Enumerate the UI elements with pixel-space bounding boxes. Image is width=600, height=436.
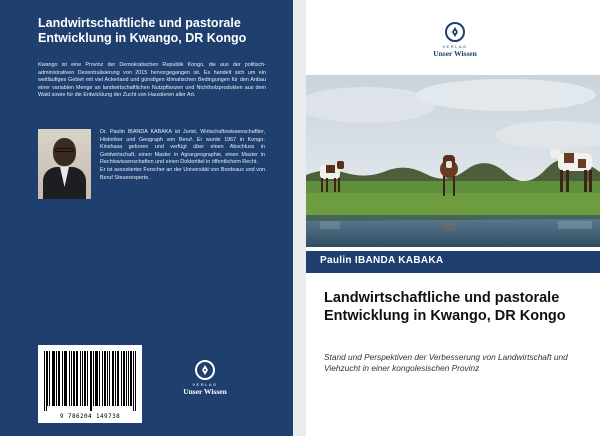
front-cover-title: Landwirtschaftliche und pastorale Entwicklung in Kwango, DR Kongo: [324, 290, 566, 324]
author-bio-paragraph: Dr. Paulin IBANDA KABAKA ist Jurist, Wirtschaftswissenschaftler, Historiker und Geograph von Beruf. Er wurde 1967 in Kongo-Kinshasa geboren und verfügt über einen Abschluss in Geldwirtschaft, einen Master in Agrargeographie, einen Master in Rechtswissenschaften und einen Doktortitel in öffentlichem Recht.: [100, 129, 265, 166]
author-bio-paragraph: Er ist assoziierter Forscher an der Universität von Bordeaux und von Beruf Steuerexperte.: [100, 166, 265, 181]
publisher-logo-back: [170, 360, 240, 396]
publisher-name: Unser Wissen: [183, 387, 227, 396]
back-cover-abstract: Kwango ist eine Provinz der Demokratischen Republik Kongo, die aus der politisch-administrativen Dezentralisierung von 2015 hervorgegangen ist. Es handelt sich um ein weitläufiges Gebiet mit viel Ackerland und günstigen klimatischen Bedingungen für den Anbau einer variablen Menge an landwirtschaftlichen Nutzpflanzen und Nichtholzprodukten aus dem Wald sowie für die Entwicklung der Zucht von Haustieren aller Art.: [38, 62, 266, 99]
spine: [293, 0, 306, 436]
isbn-barcode: [38, 345, 142, 423]
front-author-name: Paulin IBANDA KABAKA: [320, 255, 444, 266]
publisher-logo-front: [420, 22, 490, 58]
author-bio: [100, 129, 265, 182]
back-cover-title: Landwirtschaftliche und pastorale Entwicklung in Kwango, DR Kongo: [38, 16, 247, 45]
back-cover: [0, 0, 293, 436]
pen-nib-icon: [445, 22, 465, 42]
barcode-digits: 9 786204 149738: [59, 413, 121, 420]
publisher-small-label: VERLAG: [192, 382, 218, 387]
pen-nib-icon: [195, 360, 215, 380]
cover-photo-cattle: [306, 75, 600, 247]
author-photo: [38, 129, 91, 199]
front-cover: [306, 0, 600, 436]
barcode-bars: [44, 351, 136, 411]
front-cover-subtitle: Stand und Perspektiven der Verbesserung von Landwirtschaft und Viehzucht in einer kongolesischen Provinz: [324, 352, 568, 373]
publisher-small-label: VERLAG: [442, 44, 468, 49]
author-band: [306, 251, 600, 273]
publisher-name: Unser Wissen: [433, 49, 477, 58]
